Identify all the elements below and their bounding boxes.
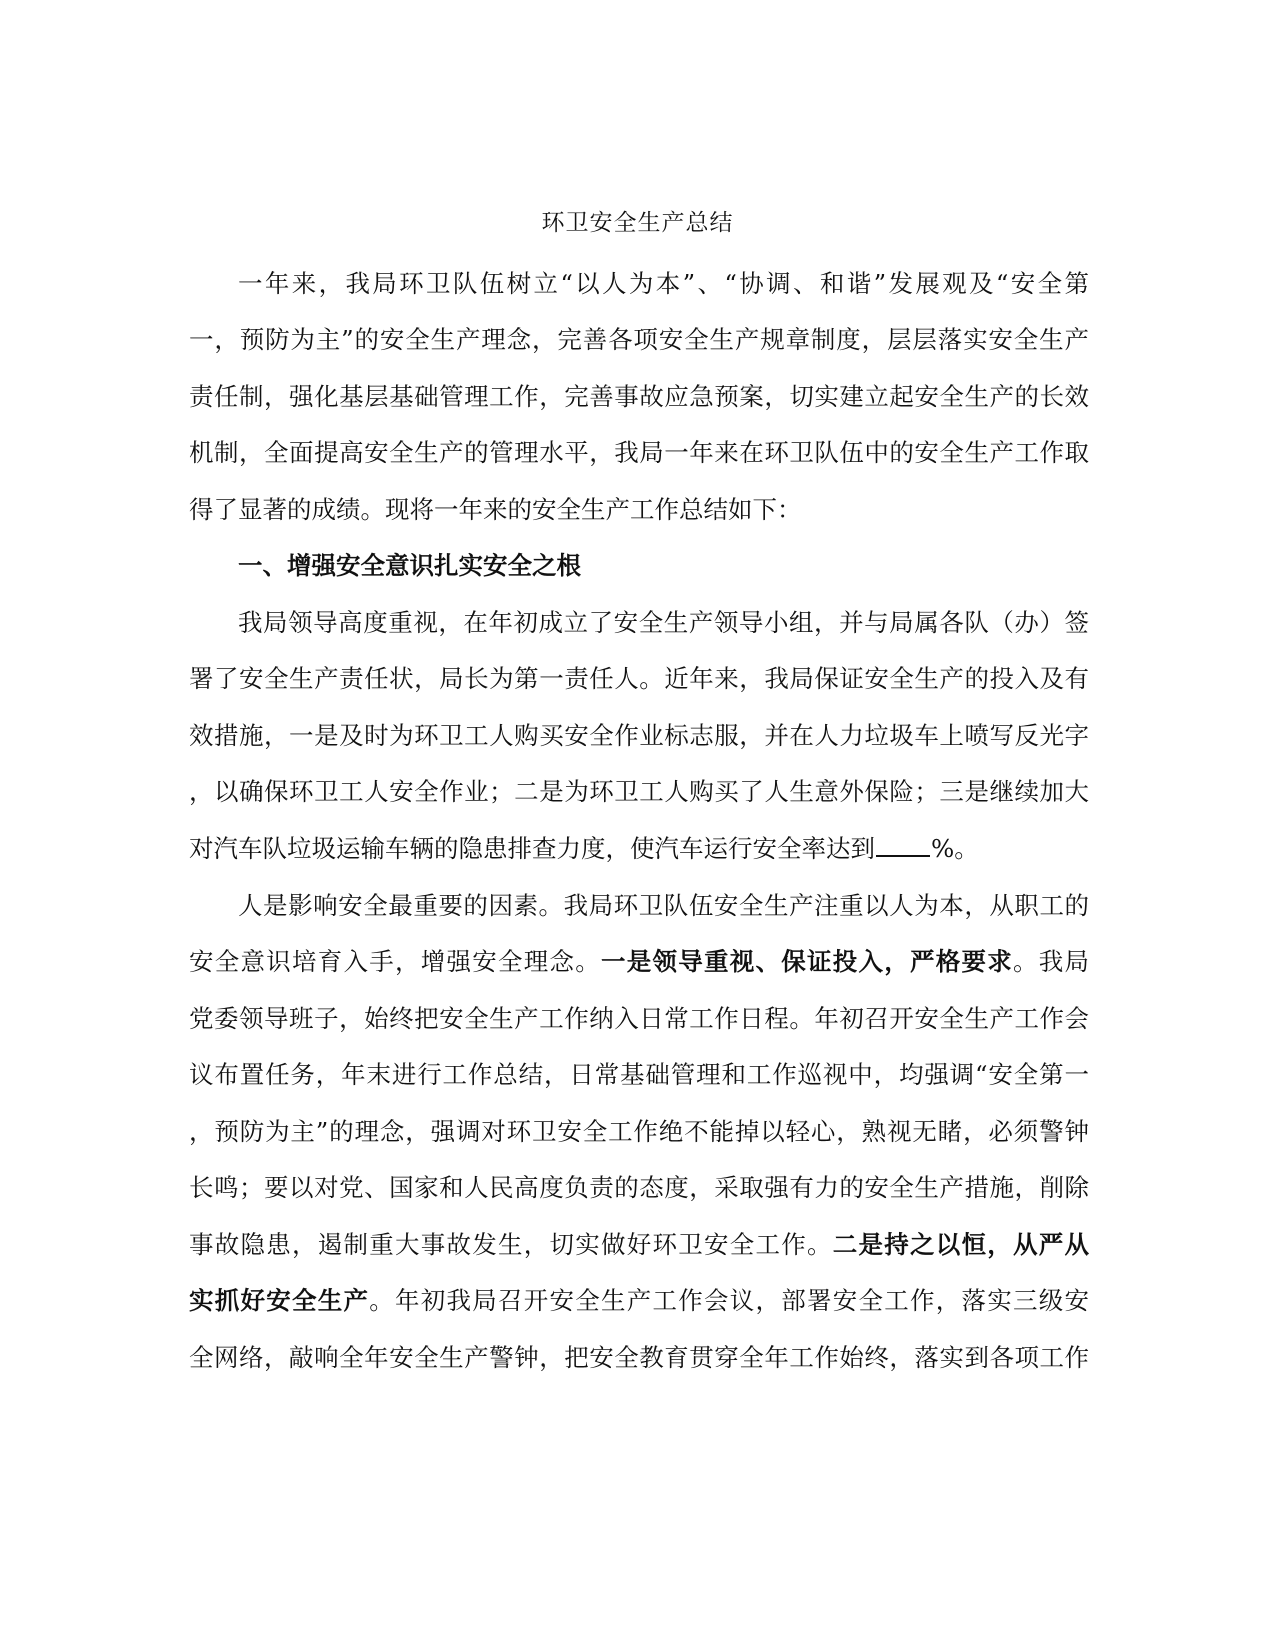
document-title: 环卫安全生产总结	[541, 210, 734, 236]
paragraph-line: 我局领导高度重视，在年初成立了安全生产领导小组，并与局属各队（办）签	[238, 608, 1089, 637]
paragraph-line: 一，预防为主”的安全生产理念，完善各项安全生产规章制度，层层落实安全生产	[189, 325, 1089, 354]
paragraph-line: 全网络，敲响全年安全生产警钟，把安全教育贯穿全年工作始终，落实到各项工作	[189, 1343, 1089, 1372]
paragraph-line: ，以确保环卫工人安全作业；二是为环卫工人购买了人生意外保险；三是继续加大	[189, 777, 1089, 806]
bold-text: 一是领导重视、保证投入，严格要求	[601, 947, 1013, 976]
paragraph-line: 责任制，强化基层基础管理工作，完善事故应急预案，切实建立起安全生产的长效	[189, 382, 1089, 411]
line-text: 安全意识培育入手，增强安全理念。	[189, 947, 601, 976]
paragraph-line	[189, 1281, 1089, 1321]
paragraph-line: 得了显著的成绩。现将一年来的安全生产工作总结如下：	[189, 495, 802, 524]
paragraph-line: 署了安全生产责任状，局长为第一责任人。近年来，我局保证安全生产的投入及有	[189, 664, 1089, 693]
paragraph-line	[189, 829, 1089, 869]
blank-underline	[876, 833, 930, 857]
paragraph-line	[189, 942, 1089, 982]
paragraph-line: 效措施，一是及时为环卫工人购买安全作业标志服，并在人力垃圾车上喷写反光字	[189, 721, 1089, 750]
paragraph-line: 人是影响安全最重要的因素。我局环卫队伍安全生产注重以人为本，从职工的	[238, 891, 1089, 920]
paragraph-line: 党委领导班子，始终把安全生产工作纳入日常工作日程。年初召开安全生产工作会	[189, 1004, 1089, 1033]
paragraph-line: ，预防为主”的理念，强调对环卫安全工作绝不能掉以轻心，熟视无睹，必须警钟	[189, 1117, 1089, 1146]
line-text: %。	[931, 834, 979, 863]
section-heading: 一、增强安全意识扎实安全之根	[238, 551, 581, 580]
line-text: 对汽车队垃圾运输车辆的隐患排查力度，使汽车运行安全率达到	[189, 834, 875, 863]
line-text: 事故隐患，遏制重大事故发生，切实做好环卫安全工作。	[189, 1230, 833, 1259]
paragraph-line: 一年来，我局环卫队伍树立“以人为本”、“协调、和谐”发展观及“安全第	[238, 269, 1089, 298]
paragraph-line: 议布置任务，年末进行工作总结，日常基础管理和工作巡视中，均强调“安全第一	[189, 1060, 1089, 1089]
line-text: 。年初我局召开安全生产工作会议，部署安全工作，落实三级安	[369, 1286, 1089, 1315]
paragraph-line: 机制，全面提高安全生产的管理水平，我局一年来在环卫队伍中的安全生产工作取	[189, 438, 1089, 467]
line-text: 。我局	[1013, 947, 1089, 976]
bold-text: 实抓好安全生产	[189, 1286, 370, 1315]
paragraph-line	[189, 1225, 1089, 1265]
paragraph-line: 长鸣；要以对党、国家和人民高度负责的态度，采取强有力的安全生产措施，削除	[189, 1173, 1089, 1202]
bold-text: 二是持之以恒，从严从	[832, 1230, 1089, 1259]
